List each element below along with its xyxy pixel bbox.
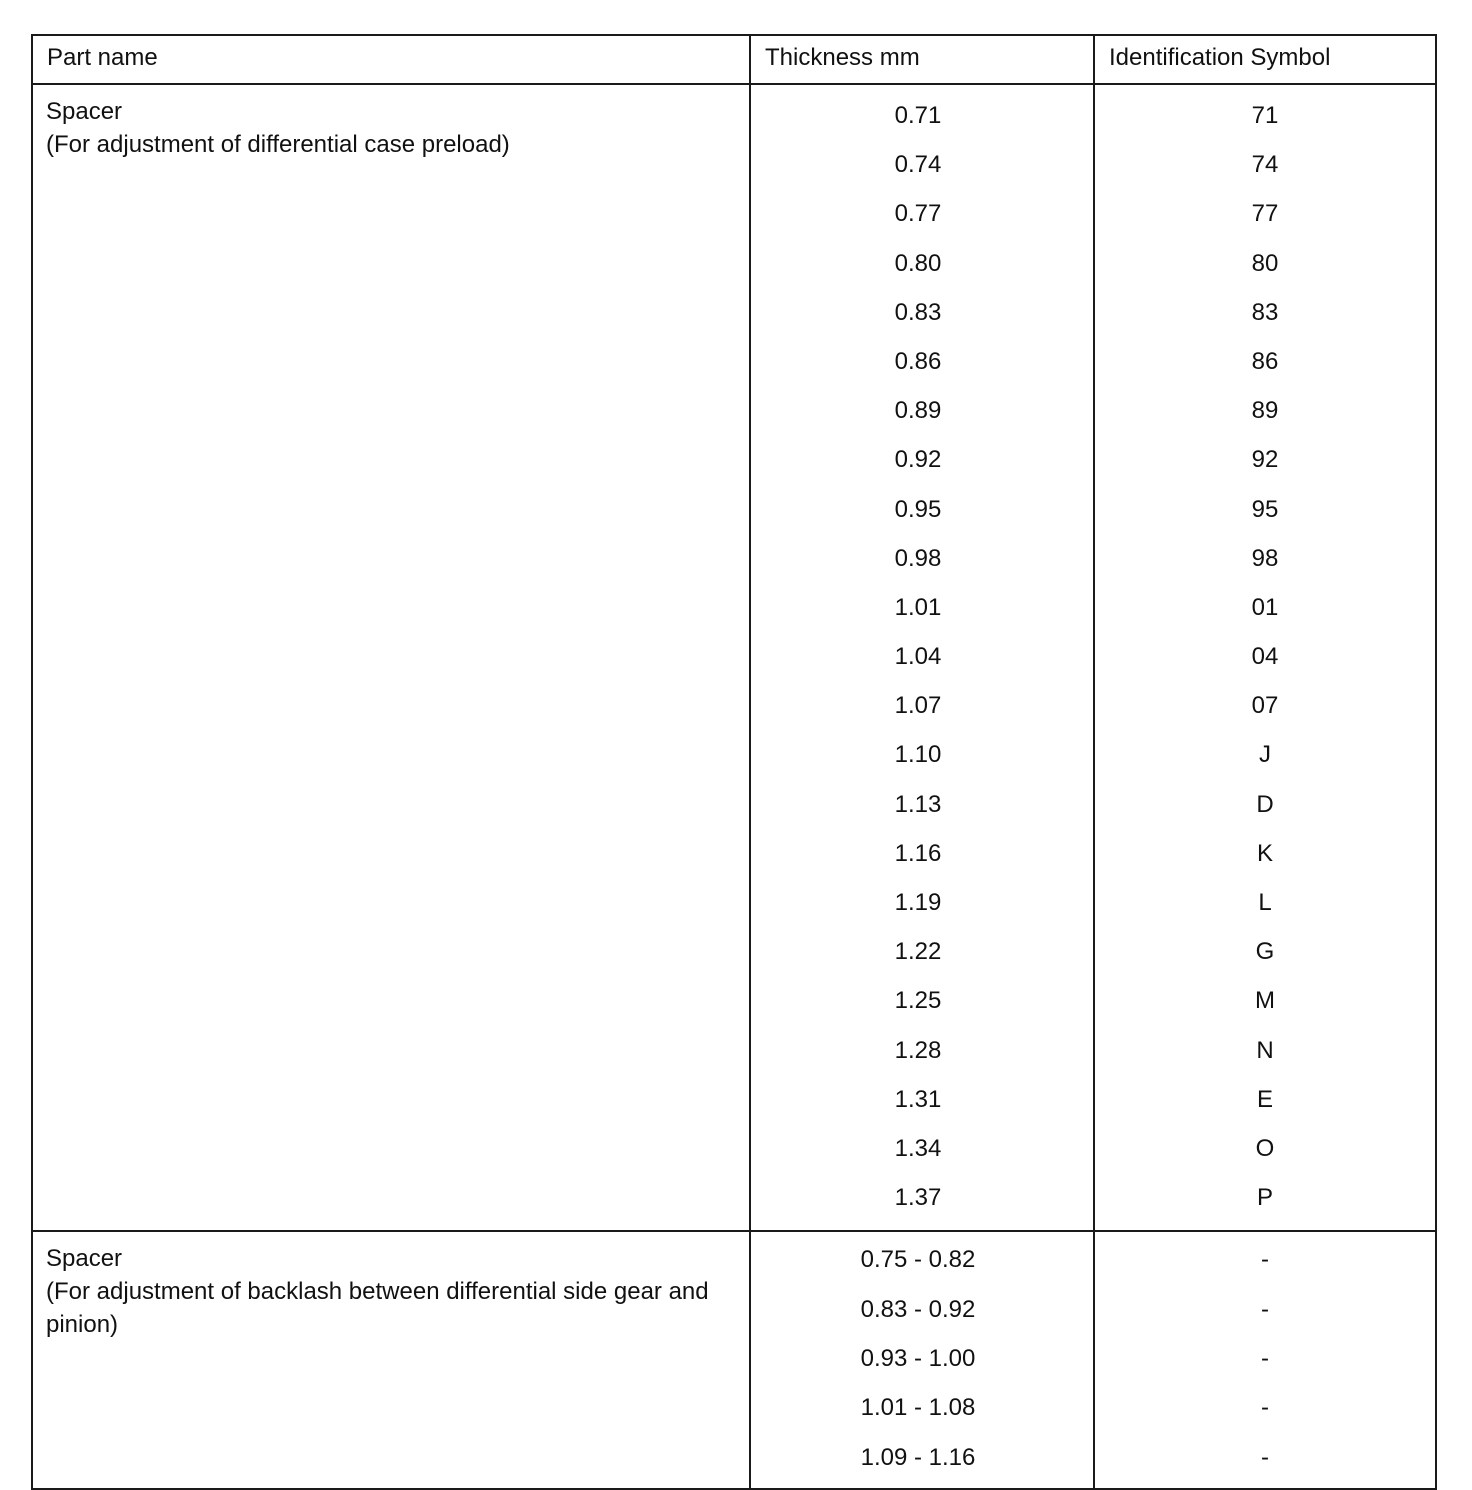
part-name-cell xyxy=(32,1231,750,1489)
thickness-value: 0.86 xyxy=(894,347,942,375)
thickness-value: 0.92 xyxy=(894,446,942,474)
thickness-value: 1.37 xyxy=(894,1184,942,1212)
identification-symbol: 83 xyxy=(1251,298,1279,326)
thickness-value: 1.07 xyxy=(894,692,942,720)
header-thickness: Thickness mm xyxy=(750,35,1094,84)
thickness-value: 1.01 xyxy=(894,593,942,621)
part-title: Spacer xyxy=(46,98,123,125)
identification-symbol: 77 xyxy=(1251,200,1279,228)
thickness-value: 0.98 xyxy=(894,544,942,572)
thickness-value: 1.01 - 1.08 xyxy=(860,1394,976,1422)
identification-symbol: 74 xyxy=(1251,151,1279,179)
thickness-value: 1.16 xyxy=(894,839,942,867)
identification-symbol: G xyxy=(1255,938,1275,966)
identification-symbol: 01 xyxy=(1251,593,1279,621)
identification-symbol: - xyxy=(1261,1443,1269,1471)
thickness-value: 1.10 xyxy=(894,741,942,769)
header-row xyxy=(32,35,1436,84)
thickness-value: 0.80 xyxy=(894,249,942,277)
identification-symbol: 80 xyxy=(1251,249,1279,277)
thickness-value: 0.75 - 0.82 xyxy=(860,1246,976,1274)
part-title: Spacer xyxy=(46,1245,123,1273)
identification-symbol: 98 xyxy=(1251,544,1279,572)
symbol-cell xyxy=(1094,1231,1436,1489)
thickness-value: 0.95 xyxy=(894,495,942,523)
identification-symbol: L xyxy=(1258,889,1272,916)
thickness-value: 1.09 - 1.16 xyxy=(860,1443,976,1471)
thickness-value: 0.83 xyxy=(894,298,942,326)
thickness-value: 0.77 xyxy=(894,200,942,228)
identification-symbol: D xyxy=(1256,790,1274,818)
identification-symbol: 86 xyxy=(1251,347,1279,375)
thickness-value: 0.89 xyxy=(894,397,942,425)
spacer-group-row xyxy=(32,84,1436,1231)
identification-symbol: N xyxy=(1256,1036,1274,1064)
header-part-name: Part name xyxy=(32,35,750,84)
part-description: (For adjustment of backlash between differential side gear and pinion) xyxy=(46,1278,709,1339)
thickness-value: 0.83 - 0.92 xyxy=(860,1295,976,1323)
thickness-cell xyxy=(750,1231,1094,1489)
identification-symbol: M xyxy=(1255,987,1275,1015)
header-identification-symbol: Identification Symbol xyxy=(1094,35,1436,84)
thickness-value: 1.13 xyxy=(894,790,942,818)
identification-symbol: - xyxy=(1261,1246,1269,1274)
identification-symbol: 07 xyxy=(1251,692,1279,720)
identification-symbol: 95 xyxy=(1251,495,1279,523)
identification-symbol: P xyxy=(1256,1184,1273,1212)
thickness-list xyxy=(751,1232,1093,1488)
identification-symbol: 04 xyxy=(1251,643,1279,671)
identification-symbol: J xyxy=(1259,741,1271,769)
identification-symbol: 89 xyxy=(1251,397,1279,425)
part-description: (For adjustment of differential case preload) xyxy=(46,131,510,158)
spacer-spec-table xyxy=(31,34,1437,1490)
identification-symbol: - xyxy=(1261,1394,1269,1422)
thickness-value: 0.93 - 1.00 xyxy=(860,1345,976,1373)
symbol-cell xyxy=(1094,84,1436,1231)
identification-symbol: - xyxy=(1261,1345,1269,1373)
thickness-value: 1.25 xyxy=(894,987,942,1015)
thickness-value: 0.71 xyxy=(894,102,942,129)
thickness-value: 1.31 xyxy=(894,1085,942,1113)
identification-symbol: - xyxy=(1261,1295,1269,1323)
thickness-value: 1.34 xyxy=(894,1134,942,1162)
identification-symbol: O xyxy=(1255,1134,1275,1162)
thickness-value: 1.22 xyxy=(894,938,942,966)
identification-symbol: 92 xyxy=(1251,446,1279,474)
thickness-value: 0.74 xyxy=(894,151,942,179)
thickness-value: 1.19 xyxy=(894,889,942,916)
thickness-value: 1.28 xyxy=(894,1036,942,1064)
thickness-value: 1.04 xyxy=(894,643,942,671)
spacer-group-row xyxy=(32,1231,1436,1489)
part-name-cell xyxy=(32,84,750,1231)
identification-symbol: E xyxy=(1256,1085,1273,1113)
symbol-list xyxy=(1095,85,1435,1230)
thickness-list xyxy=(751,85,1093,1230)
identification-symbol: K xyxy=(1256,839,1273,867)
symbol-list xyxy=(1095,1232,1435,1488)
identification-symbol: 71 xyxy=(1251,102,1279,129)
thickness-cell xyxy=(750,84,1094,1231)
